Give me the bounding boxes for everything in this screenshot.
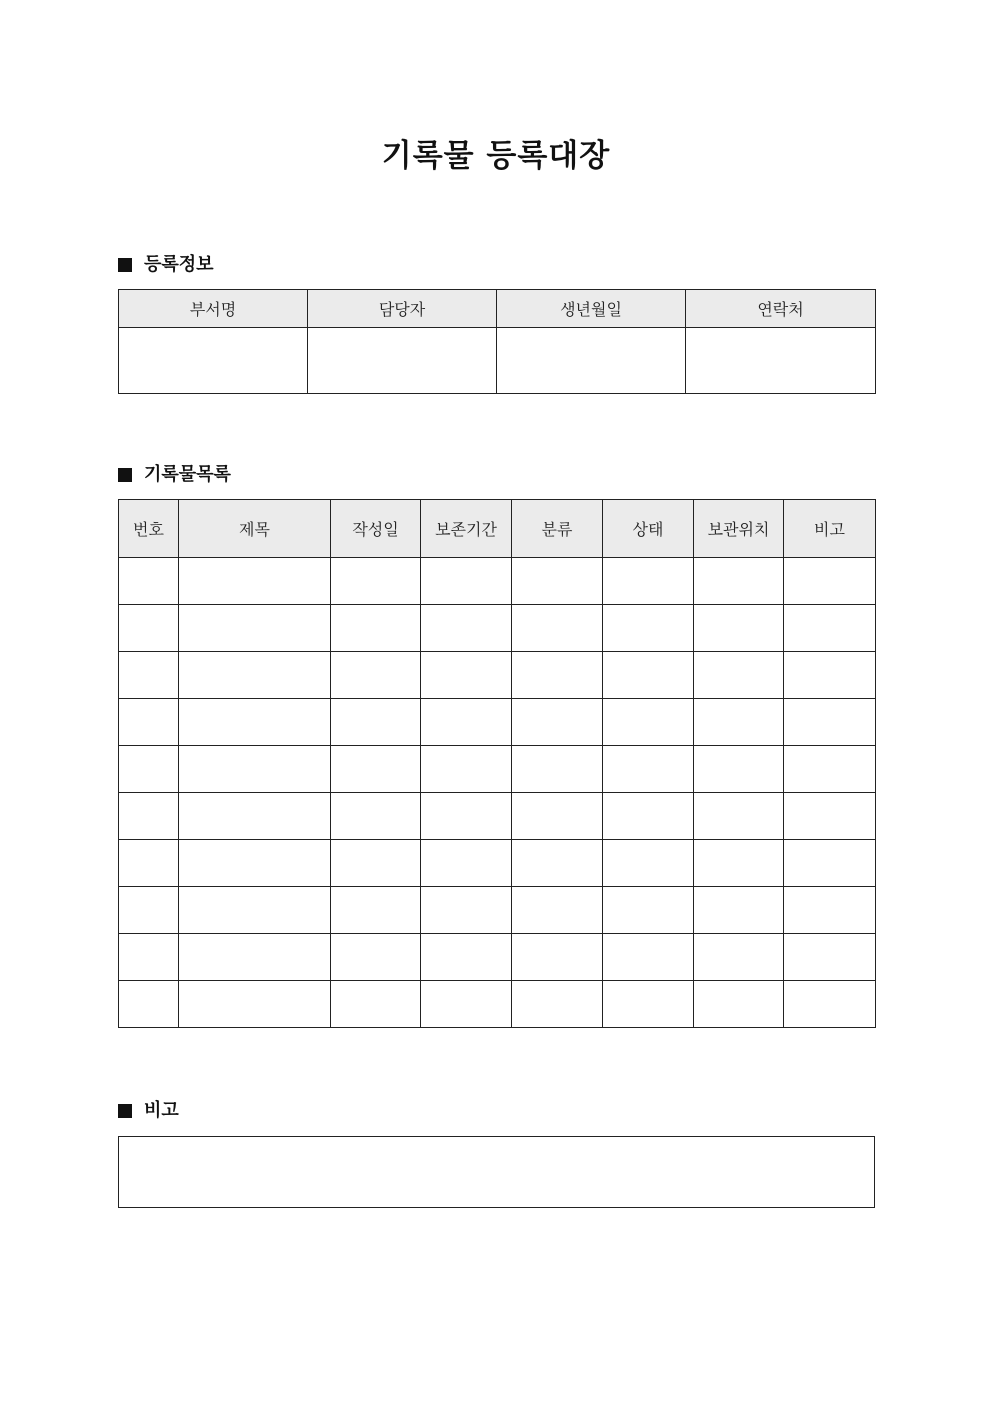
notes-heading-text: 비고 [144, 1100, 179, 1121]
record-remarks-cell[interactable] [784, 652, 876, 699]
record-storage-location-cell[interactable] [694, 605, 784, 652]
record-title-cell[interactable] [179, 934, 331, 981]
table-row [119, 652, 876, 699]
record-retention-period-cell[interactable] [421, 699, 512, 746]
column-header-remarks: 비고 [784, 500, 876, 558]
record-number-cell[interactable] [119, 652, 179, 699]
record-title-cell[interactable] [179, 887, 331, 934]
record-storage-location-cell[interactable] [694, 652, 784, 699]
table-row [119, 981, 876, 1028]
record-status-cell[interactable] [603, 699, 694, 746]
record-retention-period-cell[interactable] [421, 605, 512, 652]
department-field[interactable] [119, 328, 308, 394]
record-title-cell[interactable] [179, 981, 331, 1028]
record-title-cell[interactable] [179, 746, 331, 793]
record-retention-period-cell[interactable] [421, 934, 512, 981]
record-number-cell[interactable] [119, 605, 179, 652]
notes-field[interactable] [118, 1136, 875, 1208]
manager-field[interactable] [308, 328, 497, 394]
record-retention-period-cell[interactable] [421, 558, 512, 605]
contact-field[interactable] [686, 328, 876, 394]
record-category-cell[interactable] [512, 887, 603, 934]
record-number-cell[interactable] [119, 840, 179, 887]
column-header-category: 분류 [512, 500, 603, 558]
table-row [119, 558, 876, 605]
record-status-cell[interactable] [603, 652, 694, 699]
table-row [119, 840, 876, 887]
record-created-date-cell[interactable] [331, 981, 421, 1028]
section-bullet-square [118, 258, 132, 272]
record-remarks-cell[interactable] [784, 981, 876, 1028]
record-created-date-cell[interactable] [331, 652, 421, 699]
column-header-title: 제목 [179, 500, 331, 558]
record-status-cell[interactable] [603, 840, 694, 887]
record-storage-location-cell[interactable] [694, 981, 784, 1028]
record-remarks-cell[interactable] [784, 887, 876, 934]
record-created-date-cell[interactable] [331, 840, 421, 887]
column-header-contact: 연락처 [686, 290, 876, 328]
table-row [119, 605, 876, 652]
record-created-date-cell[interactable] [331, 887, 421, 934]
record-retention-period-cell[interactable] [421, 793, 512, 840]
table-row [119, 887, 876, 934]
registration-info-heading [118, 252, 214, 278]
record-remarks-cell[interactable] [784, 840, 876, 887]
record-storage-location-cell[interactable] [694, 934, 784, 981]
record-number-cell[interactable] [119, 887, 179, 934]
record-category-cell[interactable] [512, 699, 603, 746]
record-created-date-cell[interactable] [331, 699, 421, 746]
record-category-cell[interactable] [512, 605, 603, 652]
records-list-table [118, 499, 876, 1028]
column-header-created-date: 작성일 [331, 500, 421, 558]
notes-heading [118, 1098, 179, 1124]
column-header-number: 번호 [119, 500, 179, 558]
record-category-cell[interactable] [512, 840, 603, 887]
records-list-header-row [119, 500, 876, 558]
record-status-cell[interactable] [603, 605, 694, 652]
registration-info-heading-text: 등록정보 [144, 254, 214, 275]
record-category-cell[interactable] [512, 981, 603, 1028]
record-status-cell[interactable] [603, 746, 694, 793]
record-retention-period-cell[interactable] [421, 840, 512, 887]
registration-info-header-row [119, 290, 876, 328]
record-number-cell[interactable] [119, 934, 179, 981]
column-header-birthdate: 생년월일 [497, 290, 686, 328]
record-status-cell[interactable] [603, 981, 694, 1028]
record-status-cell[interactable] [603, 934, 694, 981]
record-created-date-cell[interactable] [331, 793, 421, 840]
record-storage-location-cell[interactable] [694, 746, 784, 793]
record-created-date-cell[interactable] [331, 558, 421, 605]
table-row [119, 699, 876, 746]
record-retention-period-cell[interactable] [421, 981, 512, 1028]
record-number-cell[interactable] [119, 746, 179, 793]
record-created-date-cell[interactable] [331, 746, 421, 793]
record-title-cell[interactable] [179, 558, 331, 605]
birthdate-field[interactable] [497, 328, 686, 394]
record-category-cell[interactable] [512, 558, 603, 605]
record-storage-location-cell[interactable] [694, 793, 784, 840]
record-remarks-cell[interactable] [784, 558, 876, 605]
record-remarks-cell[interactable] [784, 793, 876, 840]
records-list-heading [118, 462, 231, 488]
record-remarks-cell[interactable] [784, 934, 876, 981]
record-category-cell[interactable] [512, 934, 603, 981]
record-status-cell[interactable] [603, 793, 694, 840]
record-title-cell[interactable] [179, 699, 331, 746]
section-bullet-square [118, 1104, 132, 1118]
record-number-cell[interactable] [119, 699, 179, 746]
record-storage-location-cell[interactable] [694, 558, 784, 605]
table-row [119, 746, 876, 793]
registration-info-table [118, 289, 876, 394]
record-created-date-cell[interactable] [331, 934, 421, 981]
record-storage-location-cell[interactable] [694, 840, 784, 887]
record-title-cell[interactable] [179, 652, 331, 699]
record-category-cell[interactable] [512, 652, 603, 699]
record-title-cell[interactable] [179, 793, 331, 840]
record-remarks-cell[interactable] [784, 746, 876, 793]
table-row [119, 934, 876, 981]
record-retention-period-cell[interactable] [421, 887, 512, 934]
record-retention-period-cell[interactable] [421, 652, 512, 699]
section-bullet-square [118, 468, 132, 482]
record-status-cell[interactable] [603, 558, 694, 605]
record-number-cell[interactable] [119, 793, 179, 840]
record-category-cell[interactable] [512, 793, 603, 840]
column-header-manager: 담당자 [308, 290, 497, 328]
record-status-cell[interactable] [603, 887, 694, 934]
records-list-heading-text: 기록물목록 [144, 464, 231, 485]
record-retention-period-cell[interactable] [421, 746, 512, 793]
record-storage-location-cell[interactable] [694, 699, 784, 746]
column-header-status: 상태 [603, 500, 694, 558]
record-title-cell[interactable] [179, 605, 331, 652]
column-header-department: 부서명 [119, 290, 308, 328]
table-row [119, 793, 876, 840]
record-number-cell[interactable] [119, 558, 179, 605]
column-header-retention-period: 보존기간 [421, 500, 512, 558]
record-category-cell[interactable] [512, 746, 603, 793]
record-remarks-cell[interactable] [784, 699, 876, 746]
record-title-cell[interactable] [179, 840, 331, 887]
page-title: 기록물 등록대장 [381, 138, 611, 174]
record-number-cell[interactable] [119, 981, 179, 1028]
column-header-storage-location: 보관위치 [694, 500, 784, 558]
records-list-body [119, 558, 876, 1028]
record-created-date-cell[interactable] [331, 605, 421, 652]
record-remarks-cell[interactable] [784, 605, 876, 652]
registration-info-value-row [119, 328, 876, 394]
record-storage-location-cell[interactable] [694, 887, 784, 934]
